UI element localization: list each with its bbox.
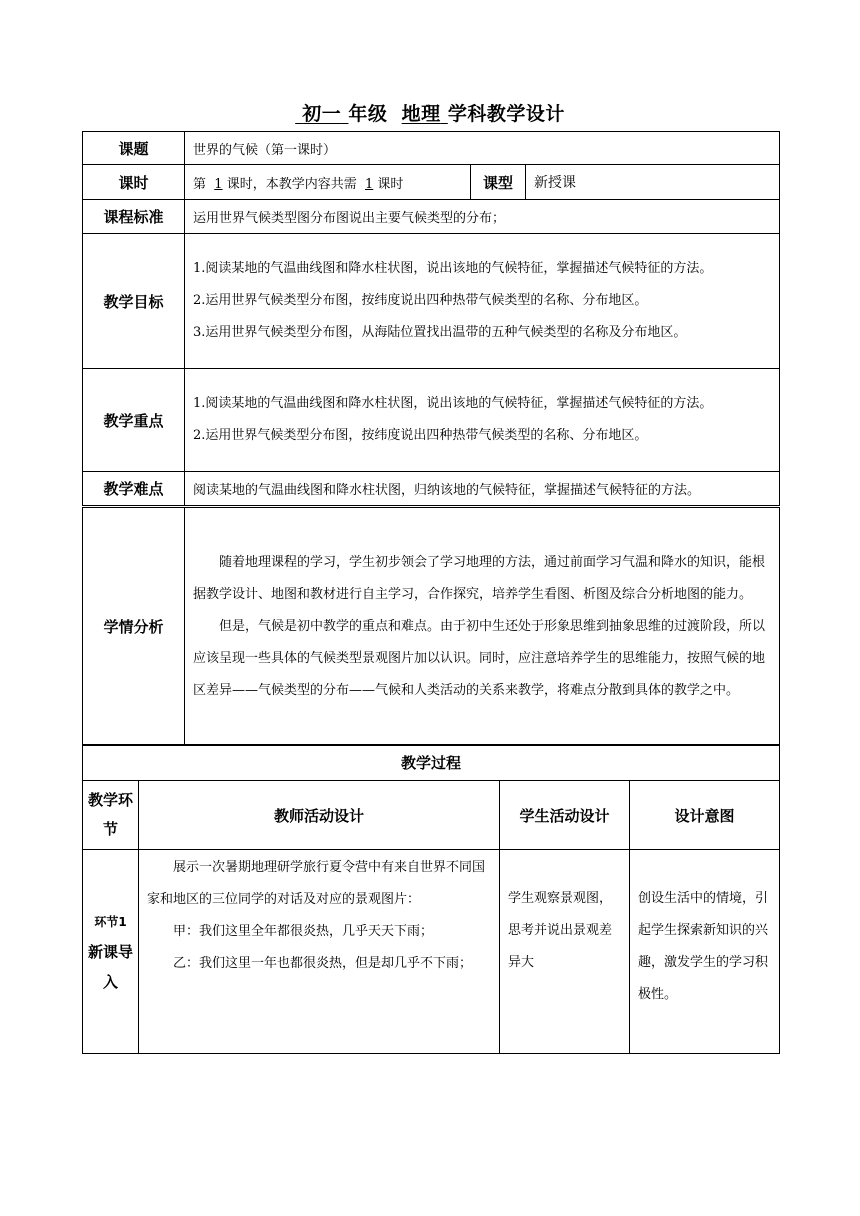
topic-row <box>83 132 780 165</box>
title-subject-suffix: 学科教学设计 <box>447 103 565 125</box>
period-total: 1 <box>364 176 374 192</box>
difficulty-value: 阅读某地的气温曲线图和降水柱状图，归纳该地的气候特征，掌握描述气候特征的方法。 <box>185 472 780 506</box>
title-grade: 初一 <box>302 103 342 125</box>
teacher-paragraph: 展示一次暑期地理研学旅行夏令营中有来自世界不同国家和地区的三位同学的对话及对应的景观图片： <box>147 860 486 907</box>
goal-item: 3.运用世界气候类型分布图，从海陆位置找出温带的五种气候类型的名称及分布地区。 <box>193 325 687 340</box>
design-intent: 创设生活中的情境，引起学生探索新知识的兴趣，激发学生的学习积极性。 <box>630 850 780 1054</box>
period-value: 第 1 课时，本教学内容共需 1 课时 <box>185 165 471 200</box>
title-subject: 地理 <box>401 103 441 125</box>
topic-value: 世界的气候（第一课时） <box>185 132 780 165</box>
type-label: 课型 <box>471 165 526 200</box>
difficulty-row <box>83 472 780 506</box>
process-header-row <box>83 781 780 850</box>
page-title <box>0 99 860 126</box>
period-current: 1 <box>214 176 223 192</box>
teacher-activity <box>139 850 500 1054</box>
lesson-info-table <box>82 131 780 506</box>
period-label: 课时 <box>83 165 185 200</box>
analysis-table <box>82 507 780 746</box>
key-point-item: 1.阅读某地的气温曲线图和降水柱状图，说出该地的气候特征，掌握描述气候特征的方法。 <box>193 396 713 411</box>
analysis-row <box>83 508 780 746</box>
analysis-label: 学情分析 <box>83 508 185 746</box>
analysis-text <box>185 508 780 746</box>
student-activity: 学生观察景观图，思考并说出景观差异大 <box>500 850 630 1054</box>
difficulty-label: 教学难点 <box>83 472 185 506</box>
goals-label: 教学目标 <box>83 234 185 369</box>
process-table <box>82 744 780 1054</box>
type-value: 新授课 <box>526 165 780 200</box>
key-label: 教学重点 <box>83 369 185 472</box>
header-step: 教学环节 <box>83 781 139 850</box>
key-points-list <box>185 369 780 472</box>
goal-item: 1.阅读某地的气温曲线图和降水柱状图，说出该地的气候特征，掌握描述气候特征的方法。 <box>193 261 713 276</box>
topic-label: 课题 <box>83 132 185 165</box>
key-points-row <box>83 369 780 472</box>
step-number: 环节1 <box>94 914 127 929</box>
header-intent: 设计意图 <box>630 781 780 850</box>
goals-row <box>83 234 780 369</box>
goals-list <box>185 234 780 369</box>
goal-item: 2.运用世界气候类型分布图，按纬度说出四种热带气候类型的名称、分布地区。 <box>193 293 648 308</box>
key-point-item: 2.运用世界气候类型分布图，按纬度说出四种热带气候类型的名称、分布地区。 <box>193 428 648 443</box>
analysis-paragraph: 随着地理课程的学习，学生初步领会了学习地理的方法，通过前面学习气温和降水的知识，能根据教学设计、地图和教材进行自主学习，合作探究，培养学生看图、析图及综合分析地图的能力。 <box>193 554 766 602</box>
period-row <box>83 165 780 200</box>
teacher-paragraph: 甲：我们这里全年都很炎热，几乎天天下雨； <box>173 924 434 939</box>
step-cell <box>83 850 139 1054</box>
standard-label: 课程标准 <box>83 200 185 234</box>
header-student: 学生活动设计 <box>500 781 630 850</box>
standard-value: 运用世界气候类型图分布图说出主要气候类型的分布； <box>185 200 780 234</box>
analysis-paragraph: 但是，气候是初中教学的重点和难点。由于初中生还处于形象思维到抽象思维的过渡阶段，所以应该呈现一些具体的气候类型景观图片加以认识。同时，应注意培养学生的思维能力，按照气候的地区差异——气候类型的分布——气候和人类活动的关系来教学，将难点分散到具体的教学之中。 <box>193 618 766 698</box>
process-row <box>83 850 780 1054</box>
process-title: 教学过程 <box>83 745 780 781</box>
header-teacher: 教师活动设计 <box>139 781 500 850</box>
title-grade-suffix: 年级 <box>348 103 388 125</box>
process-title-row <box>83 745 780 781</box>
standard-row <box>83 200 780 234</box>
teacher-paragraph: 乙：我们这里一年也都很炎热，但是却几乎不下雨； <box>173 956 473 971</box>
step-name: 新课导入 <box>87 942 133 991</box>
